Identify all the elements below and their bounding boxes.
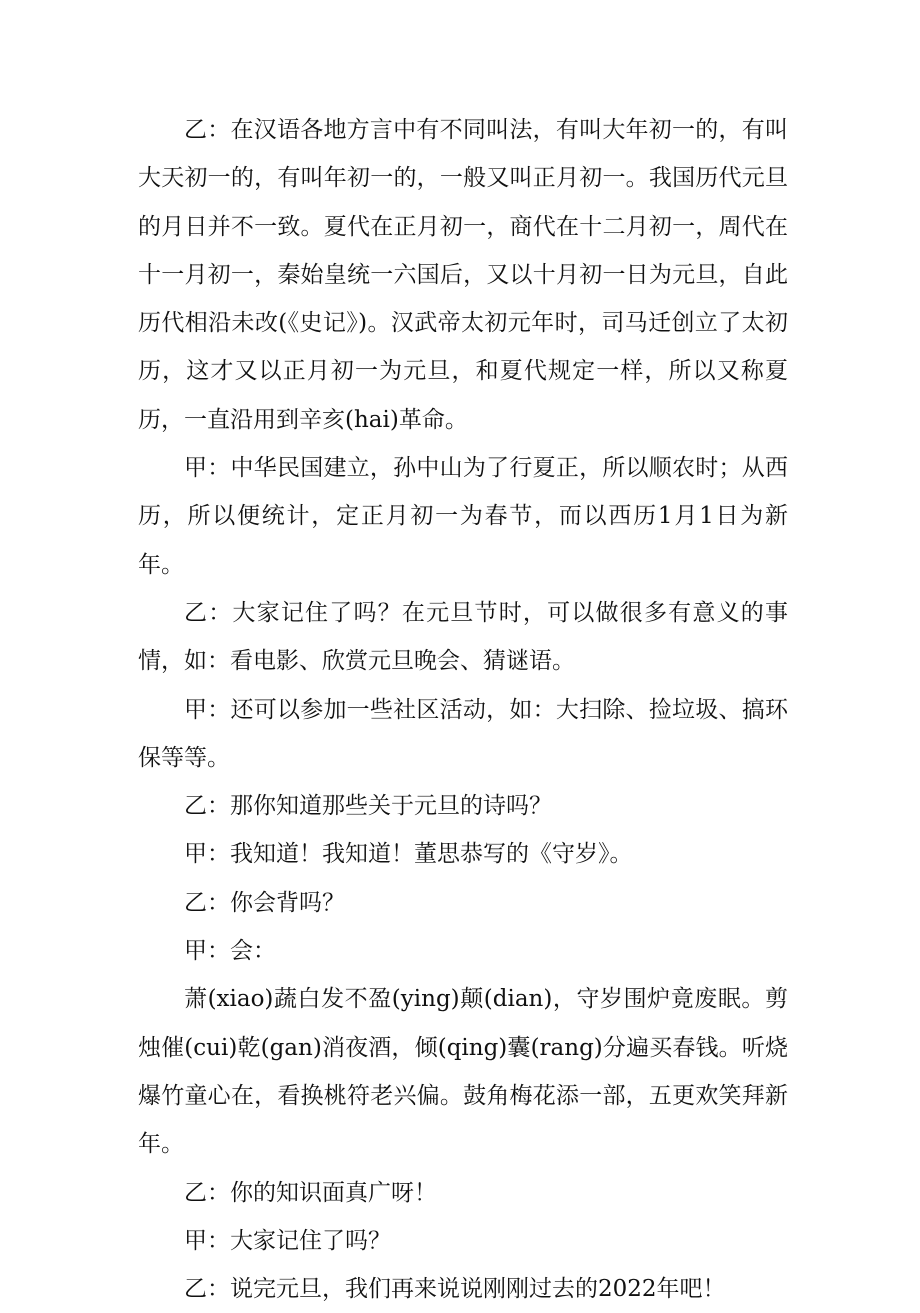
paragraph-remember-question: 甲：大家记住了吗？ xyxy=(184,1227,391,1254)
paragraph-poem-question: 乙：那你知道那些关于元旦的诗吗？ xyxy=(184,793,552,820)
paragraph-republic-calendar: 甲：中华民国建立，孙中山为了行夏正，所以顺农时；从西历，所以便统计，定正月初一为春节，而以西历1月1日为新年。 xyxy=(138,455,788,578)
paragraph-community-activities: 甲：还可以参加一些社区活动，如：大扫除、捡垃圾、搞环保等等。 xyxy=(138,696,788,771)
paragraph-praise: 乙：你的知识面真广呀！ xyxy=(184,1179,437,1206)
paragraph-origin-of-yuandan: 乙：在汉语各地方言中有不同叫法，有叫大年初一的，有叫大天初一的，有叫年初一的，一般又叫正月初一。我国历代元旦的月日并不一致。夏代在正月初一，商代在十二月初一，周代在十一月初一，秦始皇统一六国后，又以十月初一日为元旦，自此历代相沿未改(《史记》)。汉武帝太初元年时，司马迁创立了太初历，这才又以正月初一为元旦，和夏代规定一样，所以又称夏历，一直沿用到辛亥(hai)革命。 xyxy=(138,117,788,433)
paragraph-poem-text: 萧(xiao)蔬白发不盈(ying)颠(dian)，守岁围炉竟废眠。剪烛催(cui)乾(gan)消夜酒，倾(qing)囊(rang)分遍买春钱。听烧爆竹童心在，看换桃符老兴偏。鼓角梅花添一部，五更欢笑拜新年。 xyxy=(138,986,788,1158)
document-body xyxy=(138,106,788,1313)
paragraph-poem-answer: 甲：我知道！我知道！董思恭写的《守岁》。 xyxy=(184,841,633,868)
paragraph-activities: 乙：大家记住了吗？在元旦节时，可以做很多有意义的事情，如：看电影、欣赏元旦晚会、猜谜语。 xyxy=(138,599,788,675)
paragraph-transition: 乙：说完元旦，我们再来说说刚刚过去的2022年吧！ xyxy=(184,1276,726,1303)
paragraph-recite-answer: 甲：会： xyxy=(184,938,276,965)
paragraph-recite-question: 乙：你会背吗？ xyxy=(184,889,345,916)
